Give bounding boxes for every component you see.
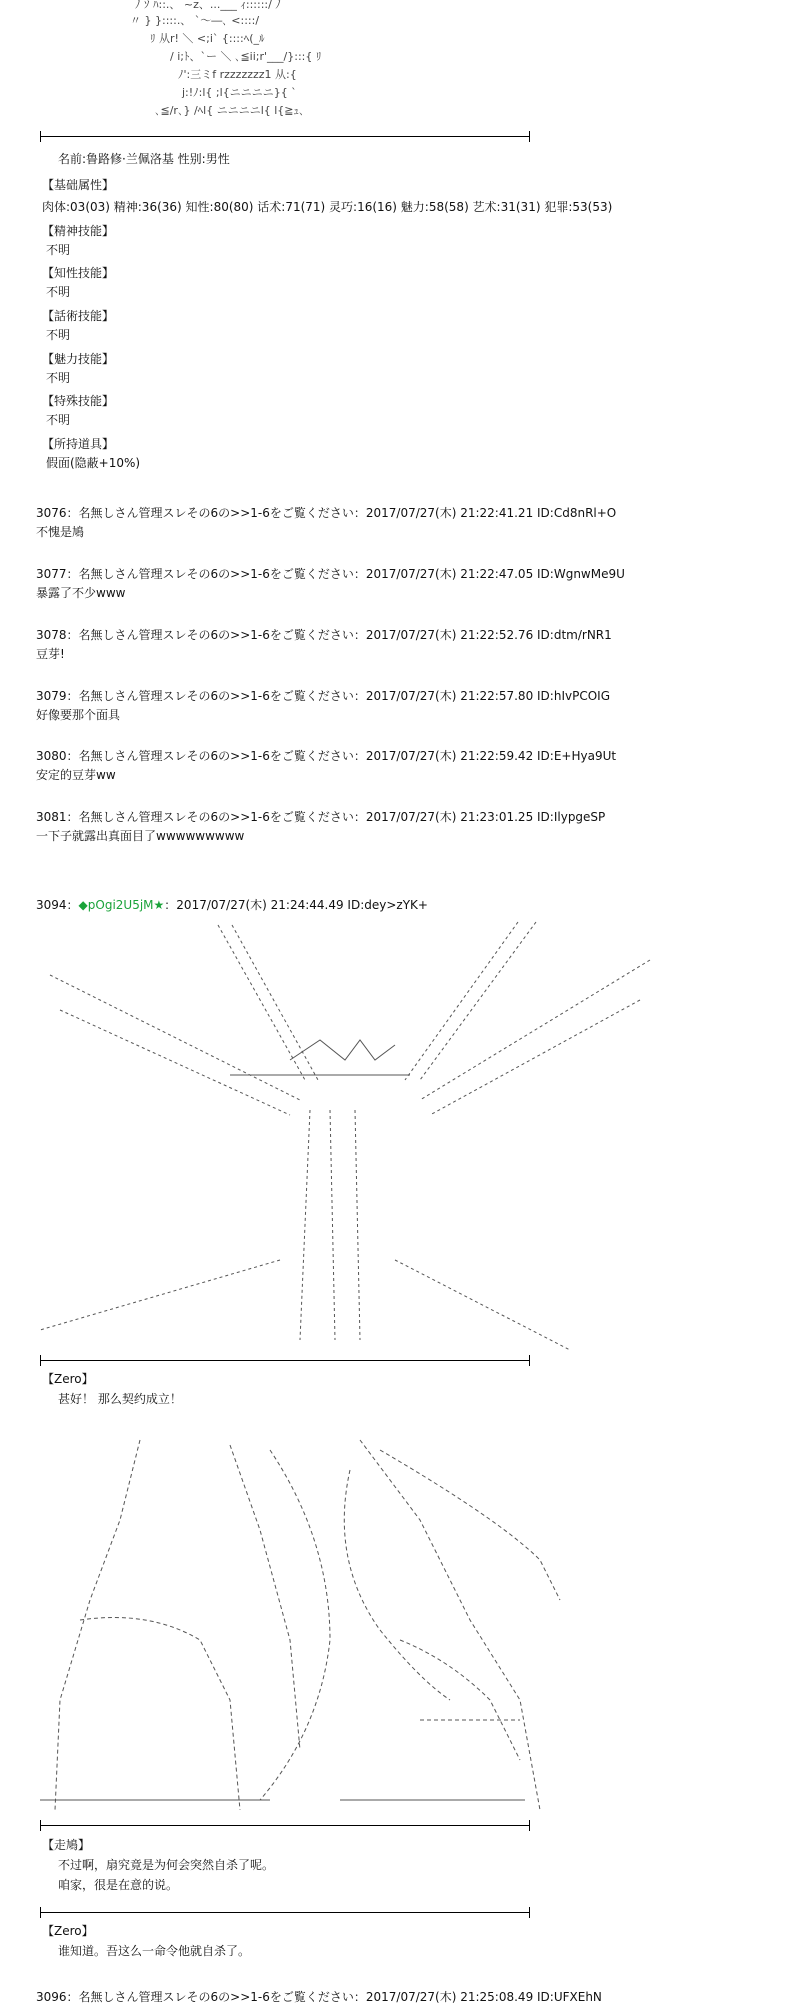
section-header: 【知性技能】 — [42, 266, 115, 280]
post-header: 3080：名無しさん管理スレその6の>>1-6をご覧ください：2017/07/27(木) 21:22:59.42 ID:E+Hya9Ut — [36, 749, 617, 763]
post-header: 3077：名無しさん管理スレその6の>>1-6をご覧ください：2017/07/27(木) 21:22:47.05 ID:WgnwMe9U — [36, 567, 625, 581]
character-name-line: 名前:鲁路修·兰佩洛基 性别:男性 — [58, 152, 230, 166]
post-body: 暴露了不少www — [36, 586, 126, 600]
basic-stats-header: 【基础属性】 — [42, 178, 115, 192]
art-line: j:!ﾉ:l{ ;l{ニニニニ}{ ` — [182, 86, 297, 99]
poster-trip[interactable]: ◆pOgi2U5jM★ — [78, 898, 165, 912]
section-header: 【所持道具】 — [42, 437, 115, 451]
speaker-label: 【走鳩】 — [42, 1838, 91, 1852]
post-body: 一下子就露出真面目了wwwwwwwww — [36, 829, 245, 843]
separator-rule — [40, 1912, 530, 1913]
dialogue-line: 咱家，很是在意的说。 — [58, 1878, 179, 1892]
section-header: 【魅力技能】 — [42, 352, 115, 366]
section-header: 【特殊技能】 — [42, 394, 115, 408]
dialogue-line: 谁知道。吾这么一命令他就自杀了。 — [58, 1944, 251, 1958]
post-body: 豆芽! — [36, 647, 65, 661]
post-header: 3081：名無しさん管理スレその6の>>1-6をご覧ください：2017/07/27(木) 21:23:01.25 ID:IlypgeSP — [36, 810, 606, 824]
post-meta: ：2017/07/27(木) 21:24:44.49 ID:dey>zYK+ — [164, 898, 428, 912]
section-value: 不明 — [46, 285, 71, 299]
basic-stats-values: 肉体:03(03) 精神:36(36) 知性:80(80) 话术:71(71) 灵巧:16(16) 魅力:58(58) 艺术:31(31) 犯罪:53(53) — [42, 200, 613, 214]
post-number: 3094： — [36, 898, 79, 912]
post-header: 3096：名無しさん管理スレその6の>>1-6をご覧ください：2017/07/27(木) 21:25:08.49 ID:UFXEhN — [36, 1990, 602, 2004]
post-body: 不愧是鳩 — [36, 525, 85, 539]
art-line: / i;ﾄ、`ー ＼ ､≦ii;r'___/}:::{ ﾘ — [170, 50, 322, 63]
art-line: ､≦/r､} /ﾍl{ ニニニニl{ l{≧ｭ､ — [155, 104, 305, 117]
speaker-label: 【Zero】 — [42, 1924, 94, 1938]
section-value: 不明 — [46, 243, 71, 257]
art-line: ﾉ':三ミf rzzzzzzz1 从:{ — [178, 68, 297, 81]
post-header: 3078：名無しさん管理スレその6の>>1-6をご覧ください：2017/07/27(木) 21:22:52.76 ID:dtm/rNR1 — [36, 628, 612, 642]
post-body: 安定的豆芽ww — [36, 768, 116, 782]
art-line: 〃 } }::::.、 `～―､ <::::/ — [130, 14, 260, 27]
dialogue-line: 甚好！ 那么契约成立！ — [58, 1392, 182, 1406]
section-header: 【話術技能】 — [42, 309, 115, 323]
section-value: 不明 — [46, 371, 71, 385]
post-header: 3079：名無しさん管理スレその6の>>1-6をご覧ください：2017/07/27(木) 21:22:57.80 ID:hIvPCOIG — [36, 689, 610, 703]
post-header: 3076：名無しさん管理スレその6の>>1-6をご覧ください：2017/07/27(木) 21:22:41.21 ID:Cd8nRl+O — [36, 506, 617, 520]
speaker-label: 【Zero】 — [42, 1372, 94, 1386]
section-value: 假面(隐蔽+10%) — [46, 456, 141, 470]
section-value: 不明 — [46, 328, 71, 342]
art-line: ﾘ 从r! ＼ <;i` {::::ﾍ(_ﾙ — [150, 32, 265, 45]
art-line: ﾉ ｿ ﾊ::.、 ~z、...___ ｨ::::::/ ﾉ — [135, 0, 281, 11]
dialogue-line: 不过啊，扇究竟是为何会突然自杀了呢。 — [58, 1858, 275, 1872]
separator-rule — [40, 1825, 530, 1826]
post-body: 好像要那个面具 — [36, 708, 121, 722]
section-header: 【精神技能】 — [42, 224, 115, 238]
section-value: 不明 — [46, 413, 71, 427]
